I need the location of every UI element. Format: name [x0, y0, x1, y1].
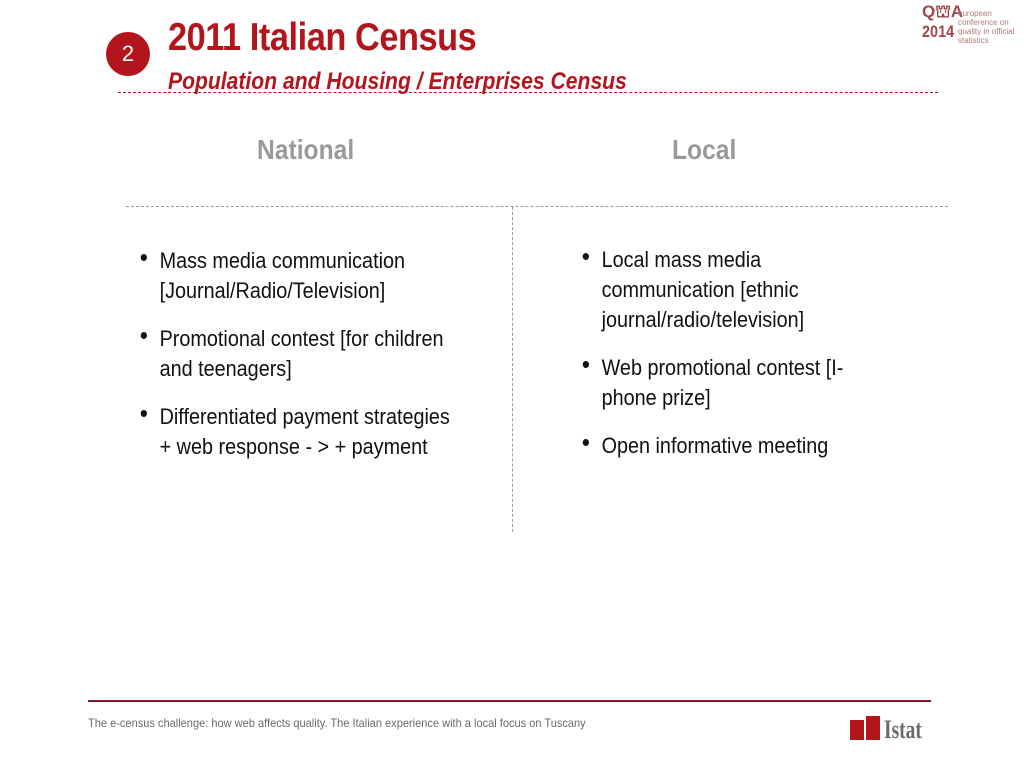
list-item-text: Differentiated payment strategies + web response - > + payment [159, 404, 450, 459]
conference-logo-mark: Q⛫A [922, 2, 964, 21]
istat-logo [850, 716, 940, 744]
conference-logo-year: 2014 [922, 22, 955, 41]
bullet-icon: • [581, 241, 590, 271]
bullet-icon: • [581, 349, 590, 379]
footer-divider [88, 700, 931, 702]
list-item [138, 242, 453, 306]
bullet-icon: • [139, 242, 148, 272]
bullet-icon: • [139, 398, 148, 428]
istat-logo-mark [850, 720, 864, 740]
list-item-text: Mass media communication [Journal/Radio/Television] [159, 248, 406, 303]
column-header-divider [126, 206, 948, 207]
list-item-text: Local mass media communication [ethnic journal/radio/television] [601, 247, 805, 332]
conference-logo [920, 2, 1020, 46]
bullet-icon: • [139, 320, 148, 350]
list-item [580, 349, 850, 413]
slide-title: 2011 Italian Census [168, 16, 477, 59]
list-item [580, 427, 850, 461]
list-item-text: Promotional contest [for children and teenagers] [159, 326, 444, 381]
national-heading: National [257, 134, 355, 165]
list-item [138, 398, 453, 462]
footer-caption: The e-census challenge: how web affects quality. The Italian experience with a local focus on Tuscany [88, 716, 586, 730]
slide-subtitle: Population and Housing / Enterprises Census [168, 68, 627, 95]
national-list [138, 242, 488, 480]
header-divider [118, 92, 938, 93]
slide-number-badge: 2 [106, 32, 150, 76]
list-item-text: Web promotional contest [I-phone prize] [601, 355, 844, 410]
local-list [580, 241, 880, 479]
istat-logo-mark [866, 716, 880, 740]
list-item [138, 320, 453, 384]
local-heading: Local [672, 134, 737, 165]
list-item [580, 241, 850, 335]
conference-logo-text: european conference on quality in official statistics [958, 9, 1015, 45]
istat-logo-name: Istat [884, 715, 922, 744]
column-divider [512, 207, 513, 532]
bullet-icon: • [581, 427, 590, 457]
list-item-text: Open informative meeting [601, 433, 829, 458]
